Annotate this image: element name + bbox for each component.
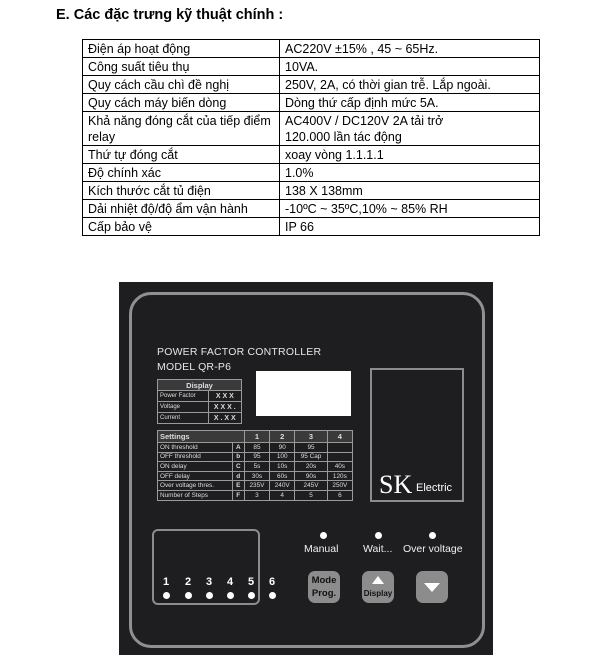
table-row (158, 391, 242, 402)
step-led-5 (248, 592, 255, 599)
table-row (83, 218, 540, 236)
setting-value: 90 (270, 443, 295, 453)
table-row (158, 443, 353, 453)
step-number: 1 (162, 576, 170, 588)
legend-label: Power Factor (158, 391, 209, 402)
step-led-3 (206, 592, 213, 599)
down-button[interactable] (416, 571, 448, 603)
spec-name: Khả năng đóng cắt của tiếp điểm relay (83, 112, 280, 146)
step-led-2 (185, 592, 192, 599)
table-row (158, 402, 242, 413)
spec-name: Quy cách máy biến dòng (83, 94, 280, 112)
setting-key: C (232, 462, 244, 472)
table-row (158, 471, 353, 481)
wait-indicator-label: Wait... (363, 543, 393, 555)
table-row (83, 146, 540, 164)
spec-value: xoay vòng 1.1.1.1 (280, 146, 540, 164)
legend-label: Voltage (158, 402, 209, 413)
spec-value: -10ºC ~ 35ºC,10% ~ 85% RH (280, 200, 540, 218)
spec-table (82, 39, 540, 236)
spec-name: Quy cách cầu chì đề nghị (83, 76, 280, 94)
table-row (83, 94, 540, 112)
setting-value: 5s (244, 462, 269, 472)
settings-col-header: 2 (270, 431, 295, 443)
settings-col-header: 4 (327, 431, 352, 443)
table-row (83, 76, 540, 94)
table-row (83, 200, 540, 218)
settings-col-header: 1 (244, 431, 269, 443)
legend-value: X X X . (208, 402, 241, 413)
display-up-button[interactable] (362, 571, 394, 603)
setting-value: 6 (327, 490, 352, 500)
over-voltage-indicator-label: Over voltage (403, 543, 463, 555)
setting-value: 10s (270, 462, 295, 472)
table-row (158, 452, 353, 462)
legend-value: X . X X (208, 413, 241, 424)
setting-value: 250V (327, 481, 352, 491)
setting-key: b (232, 452, 244, 462)
setting-value: 245V (295, 481, 327, 491)
brand-logo-electric: Electric (416, 482, 453, 494)
step-led-6 (269, 592, 276, 599)
step-led-1 (163, 592, 170, 599)
lcd-display (256, 371, 351, 416)
setting-value: 30s (244, 471, 269, 481)
spec-name: Công suất tiêu thụ (83, 58, 280, 76)
spec-value: 120.000 lần tác động (285, 130, 402, 144)
legend-value: X X X (208, 391, 241, 402)
arrow-up-icon (372, 576, 384, 584)
setting-value: 20s (295, 462, 327, 472)
table-row (83, 164, 540, 182)
setting-value: 90s (295, 471, 327, 481)
step-number: 4 (226, 576, 234, 588)
setting-value: 5 (295, 490, 327, 500)
spec-value: IP 66 (280, 218, 540, 236)
mode-label: Mode (311, 575, 337, 586)
wait-led (375, 532, 382, 539)
device-title: POWER FACTOR CONTROLLER (157, 346, 322, 358)
display-legend-header: Display (158, 380, 242, 391)
spec-name: Điện áp hoạt động (83, 40, 280, 58)
manual-indicator-label: Manual (304, 543, 339, 555)
setting-value: 95 Cap (295, 452, 327, 462)
setting-value: 100 (270, 452, 295, 462)
setting-value: 3 (244, 490, 269, 500)
legend-label: Current (158, 413, 209, 424)
manual-led (320, 532, 327, 539)
setting-value (327, 452, 352, 462)
spec-value: AC400V / DC120V 2A tải trở (285, 114, 444, 128)
setting-label: Number of Steps (158, 490, 233, 500)
setting-label: ON delay (158, 462, 233, 472)
arrow-down-icon (424, 583, 440, 592)
table-row (158, 481, 353, 491)
table-row (83, 40, 540, 58)
spec-value: 10VA. (280, 58, 540, 76)
setting-key: A (232, 443, 244, 453)
table-row (83, 112, 540, 146)
table-row (158, 413, 242, 424)
setting-value: 235V (244, 481, 269, 491)
setting-value: 60s (270, 471, 295, 481)
over-voltage-led (429, 532, 436, 539)
table-row (83, 58, 540, 76)
settings-header: Settings (158, 431, 245, 443)
setting-value: 240V (270, 481, 295, 491)
spec-name: Cấp bảo vệ (83, 218, 280, 236)
setting-value: 95 (295, 443, 327, 453)
controller-front-panel (119, 282, 493, 655)
setting-key: d (232, 471, 244, 481)
brand-logo-box (370, 368, 464, 502)
setting-key: E (232, 481, 244, 491)
setting-key: F (232, 490, 244, 500)
step-number: 3 (205, 576, 213, 588)
table-row (158, 462, 353, 472)
spec-name: Dải nhiệt độ/độ ẩm vận hành (83, 200, 280, 218)
setting-value: 4 (270, 490, 295, 500)
spec-value: 138 X 138mm (280, 182, 540, 200)
setting-value: 85 (244, 443, 269, 453)
spec-name: Kích thước cắt tủ điện (83, 182, 280, 200)
spec-value: 1.0% (280, 164, 540, 182)
setting-label: OFF threshold (158, 452, 233, 462)
brand-logo-sk: SK (379, 470, 413, 499)
step-number: 6 (268, 576, 276, 588)
setting-label: Over voltage thres. (158, 481, 233, 491)
setting-value: 40s (327, 462, 352, 472)
mode-prog-button[interactable] (308, 571, 340, 603)
setting-label: OFF delay (158, 471, 233, 481)
settings-col-header: 3 (295, 431, 327, 443)
prog-label: Prog. (311, 588, 337, 599)
step-number: 2 (184, 576, 192, 588)
display-label: Display (363, 589, 393, 598)
device-model: MODEL QR-P6 (157, 361, 232, 373)
table-row (158, 490, 353, 500)
step-number: 5 (247, 576, 255, 588)
spec-name: Thứ tự đóng cắt (83, 146, 280, 164)
spec-name: Độ chính xác (83, 164, 280, 182)
step-led-4 (227, 592, 234, 599)
settings-table (157, 430, 353, 501)
spec-value: Dòng thứ cấp định mức 5A. (280, 94, 540, 112)
settings-header-row (158, 431, 353, 443)
display-legend-table (157, 379, 242, 424)
setting-value: 120s (327, 471, 352, 481)
spec-value-multiline (280, 112, 540, 146)
table-row (83, 182, 540, 200)
setting-label: ON threshold (158, 443, 233, 453)
setting-value: 95 (244, 452, 269, 462)
spec-value: AC220V ±15% , 45 ~ 65Hz. (280, 40, 540, 58)
section-heading: E. Các đặc trưng kỹ thuật chính : (56, 7, 284, 23)
setting-value (327, 443, 352, 453)
spec-value: 250V, 2A, có thời gian trễ. Lắp ngoài. (280, 76, 540, 94)
